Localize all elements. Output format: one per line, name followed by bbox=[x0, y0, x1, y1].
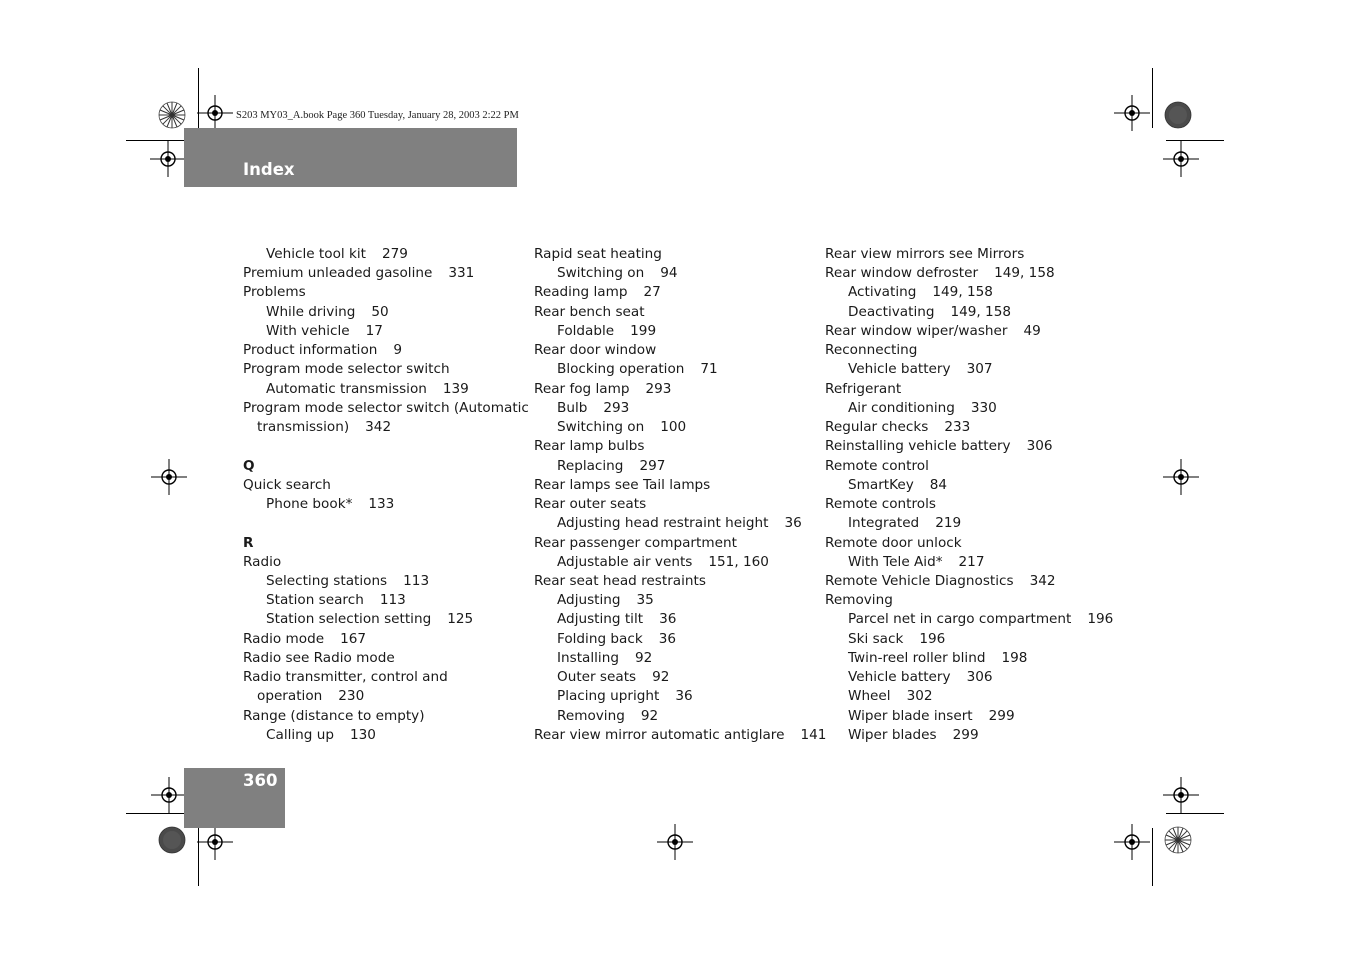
index-entry-pages: 217 bbox=[958, 553, 985, 570]
index-entry-term: Rear view mirrors see Mirrors bbox=[825, 246, 1025, 262]
index-entry-term: Rear door window bbox=[534, 342, 657, 359]
spacer bbox=[243, 437, 529, 456]
index-entry-term: Rear seat head restraints bbox=[534, 572, 706, 589]
index-entry bbox=[534, 726, 826, 745]
index-entry-term: Foldable bbox=[557, 322, 615, 339]
index-entry bbox=[534, 553, 826, 572]
index-entry-pages: 331 bbox=[448, 265, 475, 282]
index-entry-term: operation bbox=[257, 688, 323, 705]
index-entry bbox=[534, 534, 826, 553]
index-entry-term: R bbox=[243, 534, 254, 551]
index-entry-term: Radio bbox=[243, 553, 282, 570]
index-entry-pages: 92 bbox=[652, 669, 670, 686]
index-entry-term: Product information bbox=[243, 342, 378, 359]
index-entry-term: Station selection setting bbox=[266, 611, 432, 628]
index-entry bbox=[243, 399, 529, 418]
index-entry-term: Radio mode bbox=[243, 630, 325, 647]
index-entry-pages: 149, 158 bbox=[994, 265, 1055, 282]
index-entry-term: Rear lamp bulbs bbox=[534, 438, 645, 455]
index-entry-pages: 27 bbox=[643, 284, 661, 301]
index-entry bbox=[243, 687, 529, 706]
index-column-3 bbox=[825, 245, 1113, 745]
index-entry-term: Outer seats bbox=[557, 669, 637, 686]
index-entry-pages: 299 bbox=[952, 726, 979, 743]
index-entry bbox=[243, 360, 529, 379]
index-entry-term: Parcel net in cargo compartment bbox=[848, 611, 1072, 628]
registration-mark-icon bbox=[150, 141, 186, 177]
index-entry-pages: 293 bbox=[645, 380, 672, 397]
index-entry bbox=[534, 572, 826, 591]
index-entry-pages: 306 bbox=[1026, 438, 1053, 455]
index-entry-term: Integrated bbox=[848, 515, 920, 532]
index-entry bbox=[825, 495, 1113, 514]
index-entry-term: Replacing bbox=[557, 457, 624, 474]
index-entry-pages: 130 bbox=[349, 726, 376, 743]
registration-mark-icon bbox=[1163, 459, 1199, 495]
index-entry-pages: 299 bbox=[988, 707, 1015, 724]
index-entry-pages: 330 bbox=[970, 399, 997, 416]
index-entry bbox=[534, 668, 826, 687]
index-entry-term: Radio see Radio mode bbox=[243, 649, 395, 666]
index-letter-heading bbox=[243, 534, 529, 553]
index-entry-term: Calling up bbox=[266, 726, 334, 743]
index-entry-pages: 113 bbox=[379, 592, 406, 609]
index-entry bbox=[825, 380, 1113, 399]
index-entry-term: transmission) bbox=[257, 419, 350, 436]
index-entry bbox=[534, 591, 826, 610]
index-entry-term: Installing bbox=[557, 649, 619, 666]
index-entry bbox=[243, 553, 529, 572]
index-entry-term: With Tele Aid* bbox=[848, 553, 943, 570]
index-entry-term: Program mode selector switch (Automatic bbox=[243, 399, 529, 416]
index-entry-pages: 198 bbox=[1001, 649, 1028, 666]
index-entry bbox=[825, 322, 1113, 341]
index-entry-pages: 306 bbox=[966, 669, 993, 686]
index-entry-pages: 71 bbox=[700, 361, 718, 378]
index-entry-term: Vehicle tool kit bbox=[266, 246, 366, 262]
registration-mark-icon bbox=[657, 824, 693, 860]
index-entry bbox=[825, 534, 1113, 553]
index-entry bbox=[825, 437, 1113, 456]
index-entry bbox=[534, 303, 826, 322]
index-entry-term: Wiper blade insert bbox=[848, 707, 973, 724]
index-entry bbox=[534, 245, 826, 264]
index-entry-pages: 149, 158 bbox=[950, 303, 1012, 320]
index-entry-term: Wheel bbox=[848, 688, 891, 705]
index-entry-pages: 199 bbox=[630, 322, 657, 339]
index-entry bbox=[243, 303, 529, 322]
index-entry-term: Switching on bbox=[557, 419, 645, 436]
index-entry-pages: 35 bbox=[636, 592, 654, 609]
index-entry-term: Removing bbox=[825, 592, 893, 609]
index-entry bbox=[534, 630, 826, 649]
index-entry bbox=[534, 341, 826, 360]
index-entry bbox=[534, 360, 826, 379]
index-entry bbox=[243, 380, 529, 399]
index-entry bbox=[243, 726, 529, 745]
index-entry-term: Remote control bbox=[825, 457, 929, 474]
index-entry-term: Rear lamps see Tail lamps bbox=[534, 476, 711, 493]
index-entry-term: Adjustable air vents bbox=[557, 553, 693, 570]
registration-mark-icon bbox=[197, 824, 233, 860]
index-entry bbox=[825, 303, 1113, 322]
index-entry-term: Twin-reel roller blind bbox=[848, 649, 986, 666]
index-entry bbox=[243, 283, 529, 302]
index-entry bbox=[825, 610, 1113, 629]
registration-mark-icon bbox=[1163, 141, 1199, 177]
index-entry bbox=[534, 399, 826, 418]
index-entry bbox=[534, 322, 826, 341]
index-entry-term: Adjusting bbox=[557, 592, 621, 609]
index-entry-term: Folding back bbox=[557, 630, 643, 647]
index-entry bbox=[825, 514, 1113, 533]
index-entry-term: Problems bbox=[243, 284, 306, 301]
crop-mark bbox=[1152, 828, 1153, 886]
index-entry bbox=[825, 630, 1113, 649]
registration-mark-icon bbox=[1114, 824, 1150, 860]
index-column-2 bbox=[534, 245, 826, 745]
index-entry bbox=[243, 476, 529, 495]
index-entry-pages: 307 bbox=[966, 361, 993, 378]
index-entry bbox=[825, 264, 1113, 283]
index-entry bbox=[825, 457, 1113, 476]
index-entry-term: Placing upright bbox=[557, 688, 660, 705]
registration-mark-icon bbox=[197, 95, 233, 131]
index-entry-pages: 233 bbox=[944, 419, 971, 436]
index-entry-pages: 36 bbox=[675, 688, 693, 705]
index-entry-term: Regular checks bbox=[825, 419, 929, 436]
index-entry-pages: 94 bbox=[660, 265, 678, 282]
crop-mark bbox=[1166, 813, 1224, 814]
index-entry-term: Adjusting head restraint height bbox=[557, 515, 769, 532]
index-entry bbox=[825, 360, 1113, 379]
registration-mark-icon bbox=[151, 459, 187, 495]
index-entry-term: Automatic transmission bbox=[266, 380, 427, 397]
index-entry bbox=[534, 264, 826, 283]
index-entry bbox=[243, 668, 529, 687]
index-entry-term: Removing bbox=[557, 707, 625, 724]
index-entry-pages: 279 bbox=[381, 246, 408, 262]
index-entry bbox=[243, 591, 529, 610]
index-entry bbox=[825, 283, 1113, 302]
index-entry-term: Vehicle battery bbox=[848, 361, 951, 378]
index-entry-term: Rear bench seat bbox=[534, 303, 645, 320]
index-entry bbox=[825, 591, 1113, 610]
index-entry-pages: 297 bbox=[639, 457, 666, 474]
index-entry-pages: 342 bbox=[365, 419, 392, 436]
index-entry bbox=[534, 283, 826, 302]
index-entry-term: Range (distance to empty) bbox=[243, 707, 425, 724]
index-entry-pages: 92 bbox=[634, 649, 653, 666]
index-entry-term: Reinstalling vehicle battery bbox=[825, 438, 1011, 455]
index-entry-term: Remote Vehicle Diagnostics bbox=[825, 572, 1014, 589]
dot-target-icon bbox=[1164, 101, 1192, 129]
index-entry-pages: 36 bbox=[659, 611, 677, 628]
index-entry bbox=[534, 380, 826, 399]
index-entry-term: Rapid seat heating bbox=[534, 246, 662, 262]
index-entry-term: Rear view mirror automatic antiglare bbox=[534, 726, 785, 743]
index-entry-term: Reading lamp bbox=[534, 284, 628, 301]
index-entry bbox=[534, 437, 826, 456]
index-entry-pages: 36 bbox=[658, 630, 677, 647]
index-entry-term: Radio transmitter, control and bbox=[243, 669, 448, 686]
index-entry bbox=[243, 649, 529, 668]
index-entry-term: Ski sack bbox=[848, 630, 904, 647]
index-entry-term: Remote door unlock bbox=[825, 534, 962, 551]
index-entry-term: Air conditioning bbox=[848, 399, 955, 416]
index-entry bbox=[243, 630, 529, 649]
index-entry-pages: 17 bbox=[365, 322, 383, 339]
registration-mark-icon bbox=[1114, 95, 1150, 131]
index-entry bbox=[825, 399, 1113, 418]
index-entry bbox=[825, 649, 1113, 668]
dot-target-icon bbox=[158, 826, 186, 854]
index-entry bbox=[243, 418, 529, 437]
index-entry bbox=[825, 726, 1113, 745]
index-entry-term: Reconnecting bbox=[825, 342, 918, 359]
index-entry bbox=[825, 476, 1113, 495]
index-entry-term: Rear fog lamp bbox=[534, 380, 630, 397]
index-entry-term: Selecting stations bbox=[266, 572, 388, 589]
index-entry bbox=[825, 418, 1113, 437]
index-entry-pages: 141 bbox=[800, 726, 827, 743]
index-entry-term: Refrigerant bbox=[825, 380, 902, 397]
index-entry-pages: 36 bbox=[784, 515, 802, 532]
index-entry-pages: 219 bbox=[935, 515, 962, 532]
index-entry-pages: 50 bbox=[371, 303, 389, 320]
index-entry-pages: 196 bbox=[919, 630, 946, 647]
index-column-1 bbox=[243, 245, 529, 745]
index-entry-term: Q bbox=[243, 457, 255, 474]
crop-mark bbox=[1152, 68, 1153, 128]
index-entry bbox=[825, 707, 1113, 726]
index-entry bbox=[825, 668, 1113, 687]
registration-mark-icon bbox=[1163, 777, 1199, 813]
index-entry-pages: 84 bbox=[929, 476, 948, 493]
index-entry-term: Adjusting tilt bbox=[557, 611, 644, 628]
index-entry-pages: 49 bbox=[1023, 322, 1041, 339]
index-entry bbox=[534, 418, 826, 437]
index-entry bbox=[243, 322, 529, 341]
index-entry bbox=[243, 495, 529, 514]
registration-mark-icon bbox=[151, 777, 187, 813]
index-entry bbox=[825, 687, 1113, 706]
index-entry-pages: 302 bbox=[906, 688, 933, 705]
index-entry-pages: 92 bbox=[640, 707, 659, 724]
index-entry bbox=[825, 572, 1113, 591]
index-entry-term: SmartKey bbox=[848, 476, 914, 493]
index-entry-pages: 113 bbox=[403, 572, 430, 589]
index-entry-pages: 293 bbox=[603, 399, 630, 416]
index-entry bbox=[825, 553, 1113, 572]
book-info-line: S203 MY03_A.book Page 360 Tuesday, January 28, 2003 2:22 PM bbox=[236, 110, 519, 121]
index-entry-term: Rear window wiper/washer bbox=[825, 322, 1008, 339]
index-entry-term: Vehicle battery bbox=[848, 669, 951, 686]
index-entry-term: While driving bbox=[266, 303, 356, 320]
index-entry bbox=[534, 514, 826, 533]
index-entry bbox=[534, 707, 826, 726]
index-entry-term: Rear window defroster bbox=[825, 265, 979, 282]
page-number: 360 bbox=[243, 771, 278, 790]
index-entry-term: Bulb bbox=[557, 399, 588, 416]
section-title: Index bbox=[243, 160, 295, 179]
index-entry-term: Premium unleaded gasoline bbox=[243, 265, 433, 282]
index-entry-term: Station search bbox=[266, 592, 364, 609]
star-target-icon bbox=[158, 101, 186, 129]
index-entry-term: Program mode selector switch bbox=[243, 361, 450, 378]
index-entry-term: Deactivating bbox=[848, 303, 935, 320]
index-entry-pages: 133 bbox=[368, 496, 395, 513]
index-entry-term: Activating bbox=[848, 284, 917, 301]
index-entry-term: Switching on bbox=[557, 265, 645, 282]
index-entry bbox=[534, 457, 826, 476]
index-entry bbox=[243, 341, 529, 360]
index-entry-pages: 167 bbox=[340, 630, 367, 647]
index-entry bbox=[825, 245, 1113, 264]
index-entry bbox=[534, 687, 826, 706]
index-entry bbox=[243, 245, 529, 264]
index-entry-pages: 125 bbox=[447, 611, 474, 628]
index-entry bbox=[534, 495, 826, 514]
index-entry-term: Wiper blades bbox=[848, 726, 937, 743]
section-header bbox=[184, 128, 517, 187]
index-entry-pages: 196 bbox=[1087, 611, 1114, 628]
index-entry-term: Remote controls bbox=[825, 496, 936, 513]
index-entry-term: Phone book* bbox=[266, 496, 353, 513]
index-entry bbox=[534, 649, 826, 668]
index-entry bbox=[243, 572, 529, 591]
index-entry-pages: 230 bbox=[338, 688, 365, 705]
index-entry bbox=[534, 610, 826, 629]
index-entry bbox=[243, 610, 529, 629]
index-entry bbox=[243, 707, 529, 726]
star-target-icon bbox=[1164, 826, 1192, 854]
index-entry-pages: 100 bbox=[660, 419, 687, 436]
index-entry-term: Quick search bbox=[243, 476, 331, 493]
spacer bbox=[243, 514, 529, 533]
index-entry-term: Blocking operation bbox=[557, 361, 685, 378]
index-entry-pages: 342 bbox=[1029, 572, 1056, 589]
page-number-tab bbox=[184, 768, 285, 828]
index-entry-pages: 139 bbox=[442, 380, 469, 397]
index-entry bbox=[534, 476, 826, 495]
crop-mark bbox=[126, 813, 184, 814]
index-entry-term: Rear outer seats bbox=[534, 496, 647, 513]
index-entry bbox=[243, 264, 529, 283]
index-entry bbox=[825, 341, 1113, 360]
index-entry-pages: 9 bbox=[393, 342, 403, 359]
index-entry-term: Rear passenger compartment bbox=[534, 534, 737, 551]
index-entry-pages: 149, 158 bbox=[932, 284, 993, 301]
index-letter-heading bbox=[243, 457, 529, 476]
index-entry-term: With vehicle bbox=[266, 322, 350, 339]
index-entry-pages: 151, 160 bbox=[708, 553, 769, 570]
